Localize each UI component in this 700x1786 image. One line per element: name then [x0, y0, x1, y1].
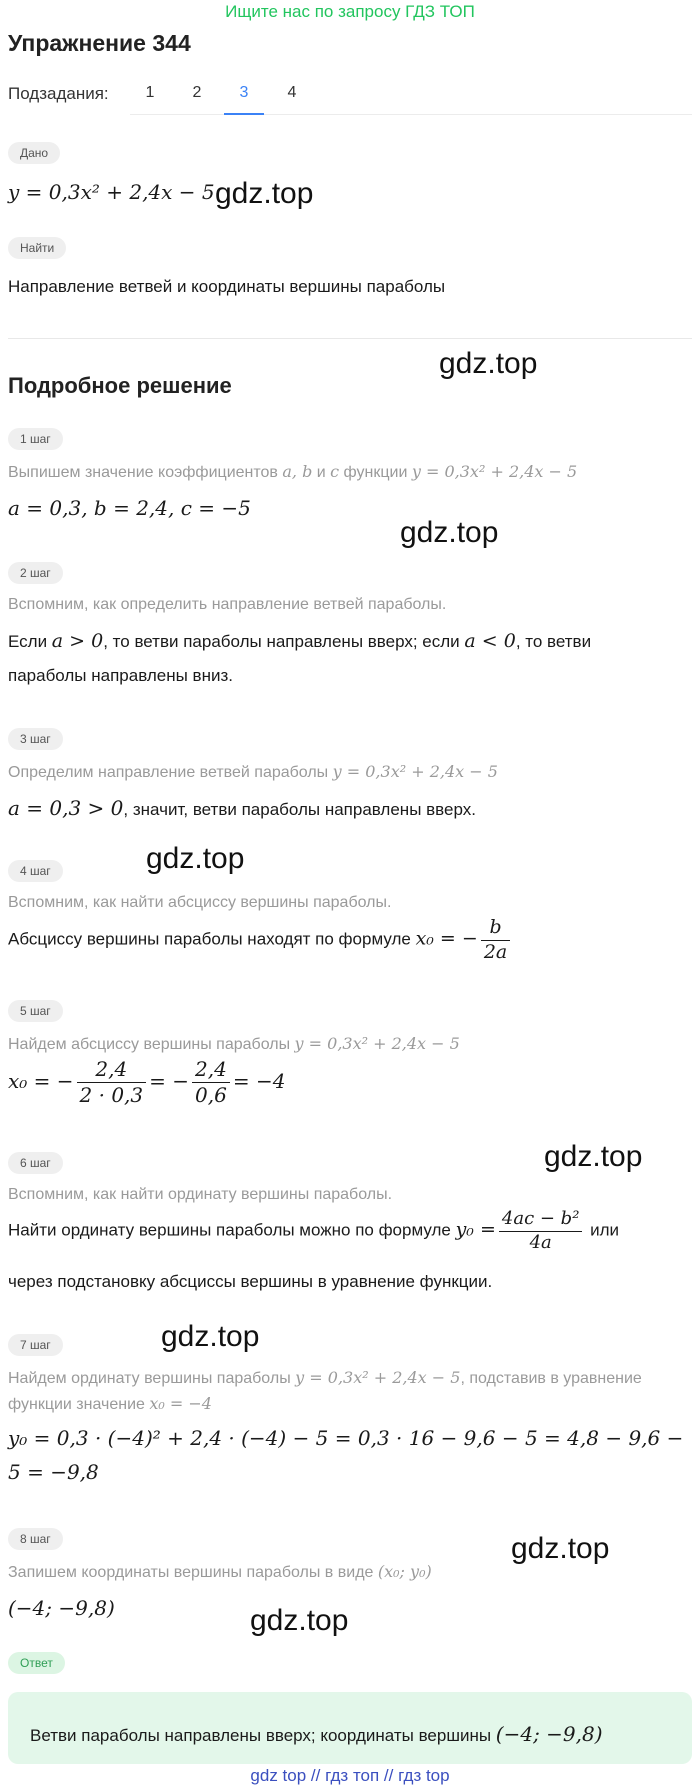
- step-2-badge: 2 шаг: [8, 562, 63, 584]
- tab-2[interactable]: 2: [192, 84, 202, 101]
- step-7-badge: 7 шаг: [8, 1334, 63, 1356]
- find-text: Направление ветвей и координаты вершины параболы: [8, 277, 446, 296]
- step-4-badge: 4 шаг: [8, 860, 63, 882]
- step-1-result: a = 0,3, b = 2,4, c = −5: [8, 496, 251, 520]
- given-badge: Дано: [8, 142, 60, 164]
- answer-badge: Ответ: [8, 1652, 65, 1674]
- watermark: gdz.top: [215, 177, 314, 210]
- watermark: gdz.top: [146, 842, 245, 875]
- step-5-badge: 5 шаг: [8, 1000, 63, 1022]
- step-7-hint-1: Найдем ординату вершины параболы y = 0,3x² + 2,4x − 5, подставив в уравнение: [8, 1368, 642, 1387]
- step-2-line-1: Если a > 0, то ветви параболы направлены вверх; если a < 0, то ветви: [8, 630, 592, 652]
- step-3-hint: Определим направление ветвей параболы y = 0,3x² + 2,4x − 5: [8, 762, 498, 781]
- step-5-result: x₀ = − $\frac{2,4}{2 \cdot 0,3}$ = − $\frac{2,4}{0,6}$ = −4: [8, 1057, 286, 1107]
- tab-1[interactable]: 1: [145, 84, 155, 101]
- step-5-hint: Найдем абсциссу вершины параболы y = 0,3x² + 2,4x − 5: [8, 1034, 460, 1053]
- step-2-hint: Вспомним, как определить направление ветвей параболы.: [8, 596, 447, 613]
- watermark: gdz.top: [400, 516, 499, 549]
- watermark: gdz.top: [250, 1604, 349, 1637]
- step-7-hint-2: функции значение x₀ = −4: [8, 1394, 212, 1413]
- answer-text: Ветви параболы направлены вверх; координаты вершины (−4; −9,8): [30, 1722, 603, 1746]
- top-banner[interactable]: Ищите нас по запросу ГДЗ ТОП: [225, 2, 475, 21]
- step-6-badge: 6 шаг: [8, 1152, 63, 1174]
- page-title: Упражнение 344: [8, 30, 191, 56]
- step-7-result-1: y₀ = 0,3 · (−4)² + 2,4 · (−4) − 5 = 0,3 · 16 − 9,6 − 5 = 4,8 − 9,6 −: [8, 1426, 684, 1450]
- step-4-hint: Вспомним, как найти абсциссу вершины параболы.: [8, 894, 392, 911]
- section-divider: [8, 338, 692, 339]
- tab-4[interactable]: 4: [287, 84, 297, 101]
- step-3-badge: 3 шаг: [8, 728, 63, 750]
- step-8-hint: Запишем координаты вершины параболы в виде (x₀; y₀): [8, 1562, 432, 1581]
- solution-title: Подробное решение: [8, 373, 232, 398]
- tabs-divider: [130, 114, 692, 115]
- step-6-hint: Вспомним, как найти ординату вершины параболы.: [8, 1186, 393, 1203]
- watermark: gdz.top: [439, 347, 538, 380]
- step-4-formula-line: Абсциссу вершины параболы находят по формуле x₀ = − $\frac{b}{2a}$: [8, 916, 513, 965]
- active-tab-indicator: [224, 113, 264, 115]
- watermark: gdz.top: [161, 1320, 260, 1353]
- step-1-hint: Выпишем значение коэффициентов a, b и c функции y = 0,3x² + 2,4x − 5: [8, 462, 578, 481]
- step-3-result: a = 0,3 > 0, значит, ветви параболы направлены вверх.: [8, 796, 476, 820]
- step-8-badge: 8 шаг: [8, 1528, 63, 1550]
- footer-links[interactable]: gdz top // гдз топ // гдз top: [250, 1766, 450, 1785]
- subtasks-label: Подзадания:: [8, 84, 109, 103]
- step-1-badge: 1 шаг: [8, 428, 63, 450]
- watermark: gdz.top: [511, 1532, 610, 1565]
- find-badge: Найти: [8, 237, 66, 259]
- watermark: gdz.top: [544, 1140, 643, 1173]
- given-formula: y = 0,3x² + 2,4x − 5: [8, 180, 215, 204]
- step-6-formula-line: Найти ординату вершины параболы можно по формуле y₀ = $\frac{\text{4ac − b²}}{4a}$ или: [8, 1208, 620, 1253]
- tab-3[interactable]: 3: [239, 84, 249, 101]
- step-6-line-2: через подстановку абсциссы вершины в уравнение функции.: [8, 1272, 493, 1291]
- step-7-result-2: 5 = −9,8: [8, 1460, 99, 1484]
- step-2-line-2: параболы направлены вниз.: [8, 666, 233, 685]
- step-8-result: (−4; −9,8): [8, 1596, 115, 1620]
